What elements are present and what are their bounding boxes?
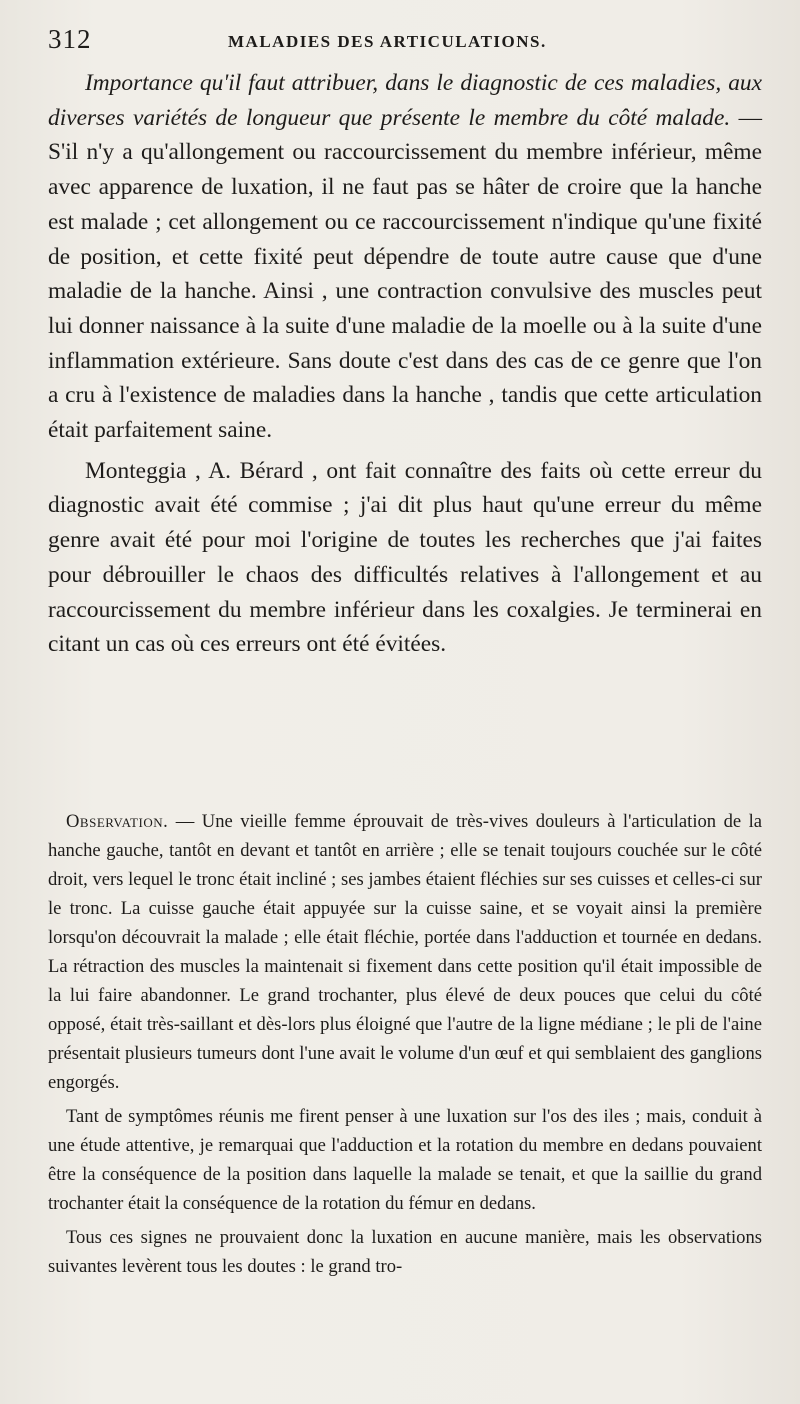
observation-body: — Une vieille femme éprouvait de très-vives douleurs à l'articulation de la hanche gauche, tantôt en devant et tantôt en arrière ; elle se tenait toujours couchée sur le côté droit, vers lequel le tronc était incliné ; ses jambes étaient fléchies sur ses cuisses et celles-ci sur le tronc. La cuisse gauche était appuyée sur la cuisse saine, et se voyait ainsi la première lorsqu'on découvrait la malade ; elle était fléchie, portée dans l'adduction et tournée en dedans. La rétraction des muscles la maintenait si fixement dans cette position qu'il était impossible de la lui faire abandonner. Le grand trochanter, plus élevé de deux pouces que celui du côté opposé, était très-saillant et dès-lors plus éloigné que l'autre de la ligne médiane ; le pli de l'aine présentait plusieurs tumeurs dont l'une avait le volume d'un œuf et qui semblaient des ganglions engorgés. [48, 811, 762, 1093]
paragraph-signes: Tous ces signes ne prouvaient donc la luxation en aucune manière, mais les observations suivantes levèrent tous les doutes : le grand tro- [48, 1227, 762, 1277]
main-text [48, 66, 762, 662]
paragraph-importance [48, 66, 762, 448]
paragraph-symptomes: Tant de symptômes réunis me firent penser à une luxation sur l'os des iles ; mais, conduit à une étude attentive, je remarquai que l'adduction et la rotation du membre en dedans pouvaient être la conséquence de la position dans laquelle la malade se tenait, et que la saillie du grand trochanter était la conséquence de la rotation du fémur en dedans. [48, 1106, 762, 1214]
running-head: MALADIES DES ARTICULATIONS. [228, 32, 547, 51]
page-number: 312 [48, 24, 92, 54]
paragraph-monteggia: Monteggia , A. Bérard , ont fait connaître des faits où cette erreur du diagnostic avait été commise ; j'ai dit plus haut qu'une erreur du même genre avait été pour moi l'origine de toutes les recherches que j'ai faites pour débrouiller le chaos des difficultés relatives à l'allongement et au raccourcissement du membre inférieur dans les coxalgies. Je terminerai en citant un cas où ces erreurs ont été évitées. [48, 457, 762, 658]
paragraph-heading-italic: Importance qu'il faut attribuer, dans le diagnostic de ces maladies, aux diverses variétés de longueur que présente le membre du côté malade. [48, 70, 762, 131]
page-header [48, 24, 762, 56]
observation-label: Observation. [66, 811, 169, 832]
paragraph-observation [48, 807, 762, 1097]
paragraph-body: — S'il n'y a qu'allongement ou raccourcissement du membre inférieur, même avec apparence de luxation, il ne faut pas se hâter de croire que la hanche est malade ; cet allongement ou ce raccourcissement n'indique qu'une fixité de position, et cette fixité peut dépendre de toute autre cause que d'une maladie de la hanche. Ainsi , une contraction convulsive des muscles peut lui donner naissance à la suite d'une maladie de la moelle ou à la suite d'une inflammation extérieure. Sans doute c'est dans des cas de ce genre que l'on a cru à l'existence de maladies dans la hanche , tandis que cette articulation était parfaitement saine. [48, 104, 762, 444]
observation-text [48, 807, 762, 1281]
